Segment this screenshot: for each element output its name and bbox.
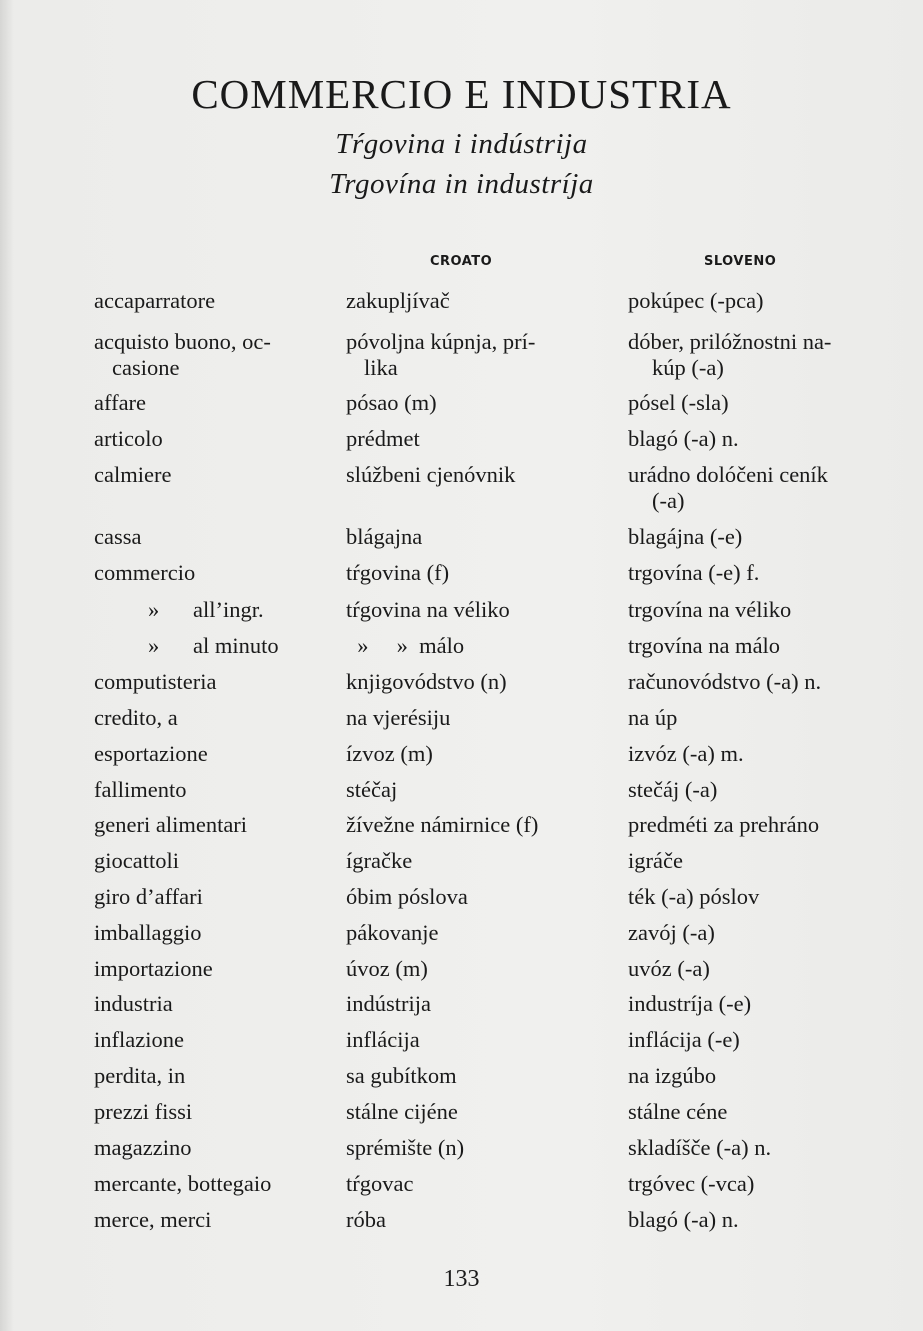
glossary-row: [0, 1171, 923, 1205]
croatian-term: » » málo: [346, 633, 465, 658]
italian-term: fallimento: [94, 777, 187, 802]
slovene-term: pósel (-sla): [628, 390, 729, 415]
italian-term: computisteria: [94, 669, 217, 694]
glossary-row: [0, 956, 923, 990]
croatian-term: róba: [346, 1207, 386, 1232]
slovene-term: uvóz (-a): [628, 956, 710, 981]
croatian-term: pákovanje: [346, 920, 439, 945]
slovene-term: izvóz (-a) m.: [628, 741, 744, 766]
croatian-term: póvoljna kúpnja, prí-: [346, 329, 536, 354]
subtitle-slovene: Trgovína in industríja: [329, 168, 594, 200]
croatian-term: slúžbeni cjenóvnik: [346, 462, 516, 487]
italian-term: perdita, in: [94, 1063, 186, 1088]
glossary-row: [0, 329, 923, 380]
slovene-term-continuation: kúp (-a): [652, 355, 724, 380]
italian-term: giro d’affari: [94, 884, 203, 909]
glossary-row: [0, 884, 923, 918]
slovene-term: igráče: [628, 848, 683, 873]
croatian-term: tŕgovina (f): [346, 560, 450, 585]
croatian-term: sa gubítkom: [346, 1063, 457, 1088]
italian-term: mercante, bottegaio: [94, 1171, 272, 1196]
slovene-term: trgovína na málo: [628, 633, 781, 658]
croatian-term: sprémište (n): [346, 1135, 465, 1160]
italian-term: » al minuto: [148, 633, 279, 658]
glossary-row: [0, 777, 923, 811]
glossary-row: [0, 597, 923, 631]
glossary-row: [0, 812, 923, 846]
slovene-term: blagó (-a) n.: [628, 426, 739, 451]
slovene-term: računovódstvo (-a) n.: [628, 669, 822, 694]
glossary-row: [0, 669, 923, 703]
croatian-term: knjigovódstvo (n): [346, 669, 507, 694]
subtitle-croatian: Tŕgovina i indústrija: [335, 128, 588, 160]
page-number: 133: [443, 1266, 480, 1292]
italian-term: industria: [94, 991, 173, 1016]
italian-term: inflazione: [94, 1027, 184, 1052]
italian-term: cassa: [94, 524, 142, 549]
glossary-row: [0, 1099, 923, 1133]
italian-term: affare: [94, 390, 147, 415]
glossary-row: [0, 991, 923, 1025]
glossary-row: [0, 462, 923, 513]
slovene-term: skladíšče (-a) n.: [628, 1135, 772, 1160]
glossary-row: [0, 705, 923, 739]
croatian-term: tŕgovina na véliko: [346, 597, 510, 622]
slovene-term: inflácija (-e): [628, 1027, 740, 1052]
croatian-term: na vjerésiju: [346, 705, 451, 730]
slovene-term: predméti za prehráno: [628, 812, 820, 837]
croatian-term: stéčaj: [346, 777, 398, 802]
glossary-row: [0, 560, 923, 594]
croatian-term: tŕgovac: [346, 1171, 414, 1196]
glossary-row: [0, 633, 923, 667]
slovene-term: blagájna (-e): [628, 524, 743, 549]
italian-term: imballaggio: [94, 920, 202, 945]
glossary-row: [0, 426, 923, 460]
croatian-term: indústrija: [346, 991, 431, 1016]
column-header-croatian: CROATO: [430, 254, 493, 269]
slovene-term: pokúpec (-pca): [628, 288, 764, 313]
italian-term: giocattoli: [94, 848, 179, 873]
italian-term: acquisto buono, oc-: [94, 329, 271, 354]
slovene-term: blagó (-a) n.: [628, 1207, 739, 1232]
slovene-term: stečáj (-a): [628, 777, 718, 802]
slovene-term: dóber, prilóžnostni na-: [628, 329, 832, 354]
glossary-row: [0, 390, 923, 424]
glossary-row: [0, 1027, 923, 1061]
glossary-row: [0, 1135, 923, 1169]
glossary-row: [0, 1207, 923, 1241]
slovene-term-continuation: (-a): [652, 488, 685, 513]
glossary-row: [0, 1063, 923, 1097]
croatian-term: žívežne námirnice (f): [346, 812, 539, 837]
italian-term-continuation: casione: [112, 355, 180, 380]
glossary-row: [0, 848, 923, 882]
croatian-term-continuation: lika: [364, 355, 398, 380]
italian-term: merce, merci: [94, 1207, 212, 1232]
italian-term: calmiere: [94, 462, 172, 487]
slovene-term: na izgúbo: [628, 1063, 717, 1088]
slovene-term: industríja (-e): [628, 991, 752, 1016]
croatian-term: pósao (m): [346, 390, 437, 415]
slovene-term: stálne céne: [628, 1099, 728, 1124]
column-header-slovene: SLOVENO: [704, 254, 777, 269]
croatian-term: blágajna: [346, 524, 423, 549]
italian-term: credito, a: [94, 705, 178, 730]
italian-term: articolo: [94, 426, 163, 451]
croatian-term: prédmet: [346, 426, 420, 451]
slovene-term: trgovína (-e) f.: [628, 560, 760, 585]
croatian-term: ígračke: [346, 848, 413, 873]
slovene-term: urádno dolóčeni ceník: [628, 462, 828, 487]
glossary-row: [0, 524, 923, 558]
italian-term: generi alimentari: [94, 812, 248, 837]
croatian-term: óbim póslova: [346, 884, 468, 909]
slovene-term: na úp: [628, 705, 678, 730]
italian-term: prezzi fissi: [94, 1099, 193, 1124]
slovene-term: trgóvec (-vca): [628, 1171, 755, 1196]
croatian-term: ízvoz (m): [346, 741, 433, 766]
glossary-row: [0, 920, 923, 954]
page-title: COMMERCIO E INDUSTRIA: [191, 71, 732, 117]
italian-term: commercio: [94, 560, 196, 585]
slovene-term: zavój (-a): [628, 920, 715, 945]
slovene-term: trgovína na véliko: [628, 597, 792, 622]
glossary-row: [0, 741, 923, 775]
croatian-term: zakupljívač: [346, 288, 450, 313]
italian-term: importazione: [94, 956, 213, 981]
croatian-term: inflácija: [346, 1027, 420, 1052]
croatian-term: stálne cijéne: [346, 1099, 458, 1124]
italian-term: esportazione: [94, 741, 208, 766]
slovene-term: ték (-a) póslov: [628, 884, 760, 909]
italian-term: » all’ingr.: [148, 597, 264, 622]
italian-term: accaparratore: [94, 288, 216, 313]
italian-term: magazzino: [94, 1135, 192, 1160]
glossary-row: [0, 288, 923, 322]
croatian-term: úvoz (m): [346, 956, 428, 981]
